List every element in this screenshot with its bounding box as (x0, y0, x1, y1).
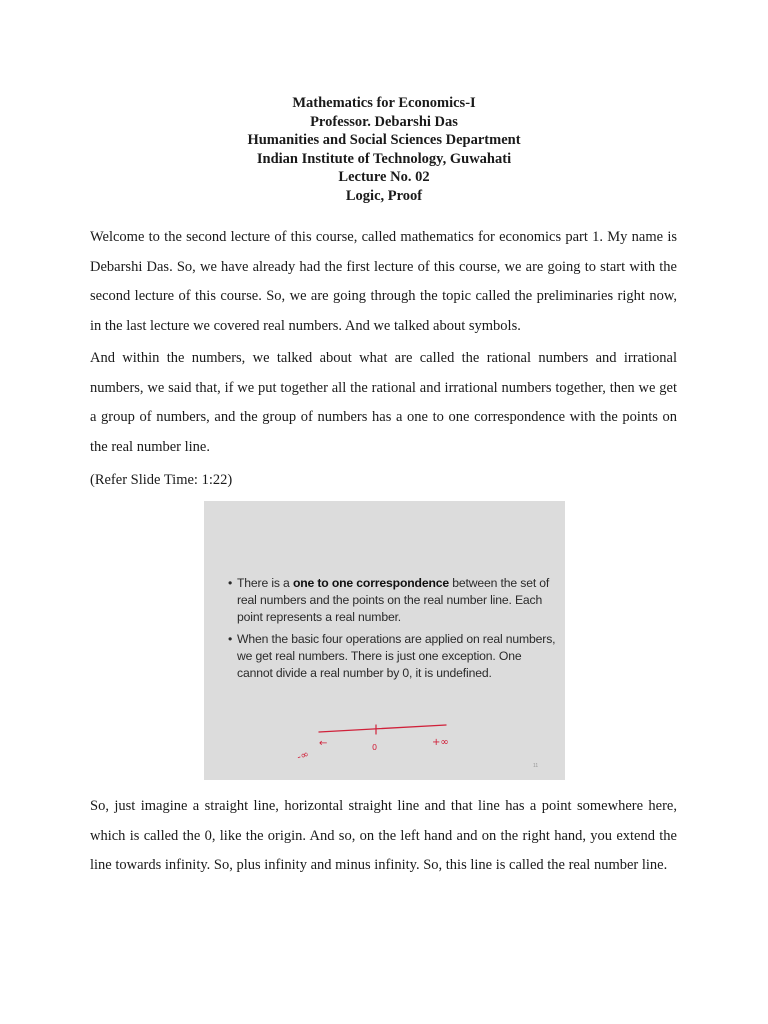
bullet-1-text-end: between the set of real numbers and the points on the real number line. Each point represents a real number. (237, 576, 550, 625)
course-title: Mathematics for Economics-I (292, 95, 476, 111)
bullet-glyph: • (228, 631, 233, 646)
number-line-sketch (204, 501, 565, 780)
bullet-1-text-start: There is a (237, 576, 293, 590)
minus-infinity-label: -∞ (295, 748, 311, 764)
bullet-1-emphasis: one to one correspondence (292, 576, 450, 590)
bullet-2-text: When the basic four operations are applied on real numbers, we get real numbers. There is just one exception. One cannot divide a real number by 0, it is undefined. (237, 631, 556, 681)
paragraph-3: So, just imagine a straight line, horizontal straight line and that line has a point somewhere here, which is called the 0, like the origin. And so, on the left hand and on the right hand, you extend the line towards infinity. So, plus infinity and minus infinity. So, this line is called the real number line. (90, 798, 677, 873)
plus-infinity-label: +∞ (432, 737, 449, 748)
left-arrow-mark: ← (319, 738, 328, 749)
slide-number: 11 (533, 763, 539, 769)
institute-name: Indian Institute of Technology, Guwahati (256, 150, 512, 167)
department-name: Humanities and Social Sciences Department (247, 132, 521, 148)
bullet-glyph: • (228, 576, 233, 590)
zero-label: 0 (372, 743, 378, 752)
professor-name: Professor. Debarshi Das (310, 113, 458, 130)
paragraph-2: And within the numbers, we talked about what are called the rational numbers and irrational numbers, we said that, if we put together all the rational and irrational numbers together, then we get a group of numbers, and the group of numbers has a one to one correspondence with the points on the real number line. (90, 350, 677, 455)
lecture-number: Lecture No. 02 (338, 169, 430, 185)
lecture-slide-image (204, 501, 565, 780)
paragraph-1: Welcome to the second lecture of this course, called mathematics for economics part 1. My name is Debarshi Das. So, we have already had the first lecture of this course, we are going to start with the second lecture of this course. So, we are going through the topic called the preliminaries right now, in the last lecture we covered real numbers. And we talked about symbols. (90, 229, 677, 334)
number-line-stroke (319, 725, 446, 732)
lecture-topic: Logic, Proof (345, 187, 423, 204)
refer-slide-time: (Refer Slide Time: 1:22) (90, 472, 233, 488)
document-header (0, 94, 768, 205)
